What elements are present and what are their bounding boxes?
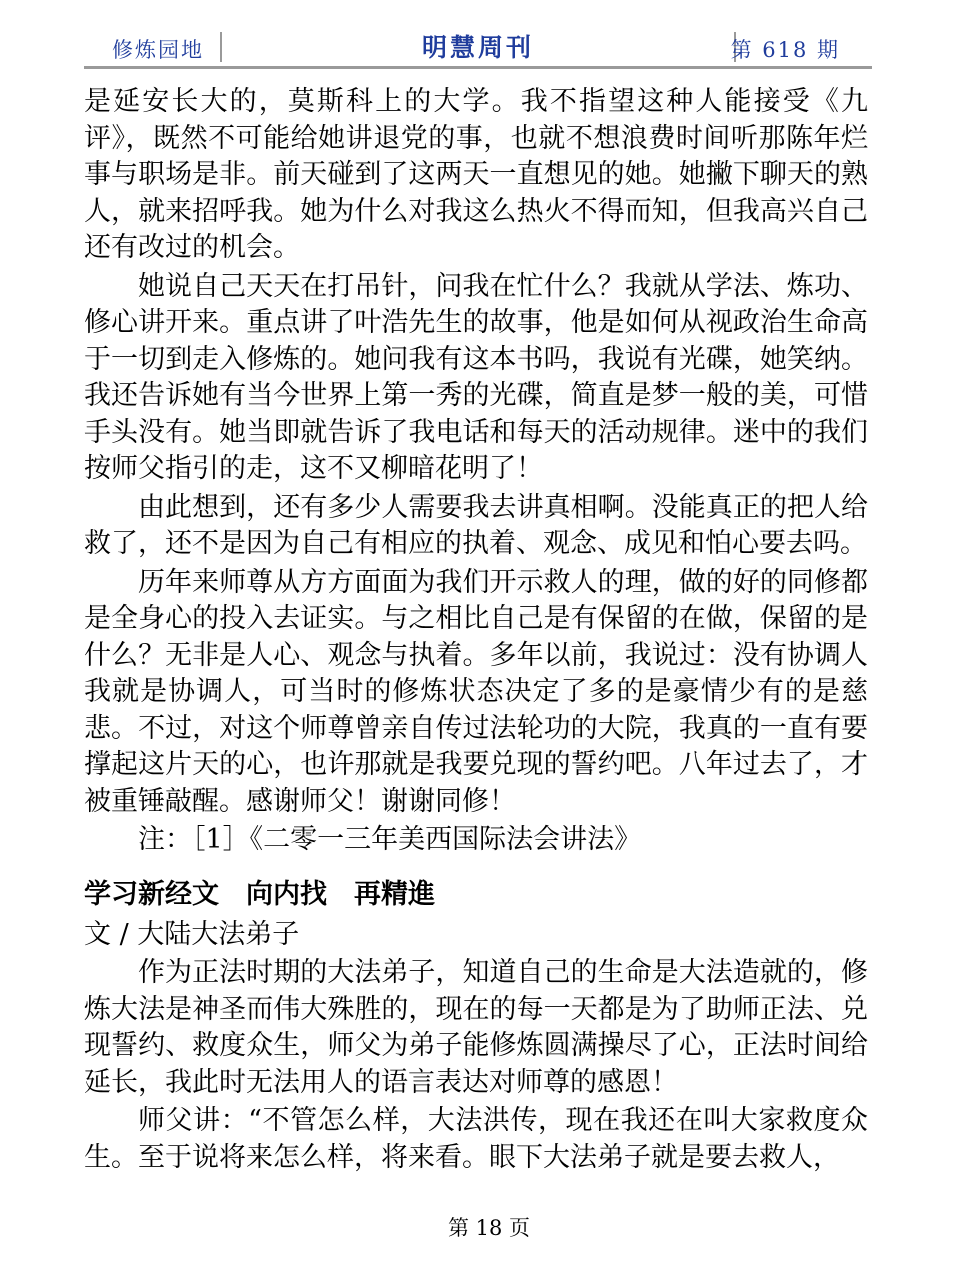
article1-paragraph: 历年来师尊从方方面面为我们开示救人的理，做的好的同修都是全身心的投入去证实。与之相比自己是有保留的在做，保留的是什么？无非是人心、观念与执着。多年以前，我说过：没有协调人我就是协调人，可当时的修炼状态决定了多的是豪情少有的是慈悲。不过，对这个师尊曾亲自传过法轮功的大院，我真的一直有要撑起这片天的心，也许那就是我要兑现的誓约吧。八年过去了，才被重锤敲醒。感谢师父！谢谢同修！	[84, 566, 868, 817]
publication-title: 明慧周刊	[421, 33, 534, 62]
section-name: 修炼园地	[112, 38, 204, 62]
article1-paragraph: 是延安长大的，莫斯科上的大学。我不指望这种人能接受《九评》，既然不可能给她讲退党的事，也就不想浪费时间听那陈年烂事与职场是非。前天碰到了这两天一直想见的她。她撇下聊天的熟人，就来招呼我。她为什么对我这么热火不得而知，但我高兴自己还有改过的机会。	[84, 86, 868, 263]
article2-byline: 文 / 大陆大法弟子	[84, 918, 300, 950]
page-header	[84, 22, 872, 66]
header-rule	[84, 66, 872, 69]
page-body	[84, 84, 868, 1178]
article1-paragraph: 由此想到，还有多少人需要我去讲真相啊。没能真正的把人给救了，还不是因为自己有相应的执着、观念、成见和怕心要去吗。	[84, 491, 868, 559]
article2-title: 学习新经文 向内找 再精進	[84, 878, 435, 910]
article2-paragraph: 师父讲：“不管怎么样，大法洪传，现在我还在叫大家救度众生。至于说将来怎么样，将来看。眼下大法弟子就是要去救人，	[84, 1105, 868, 1173]
article1-paragraph: 她说自己天天在打吊针，问我在忙什么？我就从学法、炼功、修心讲开来。重点讲了叶浩先生的故事，他是如何从视政治生命高于一切到走入修炼的。她问我有这本书吗，我说有光碟，她笑纳。我还告诉她有当今世界上第一秀的光碟，简直是梦一般的美，可惜手头没有。她当即就告诉了我电话和每天的活动规律。迷中的我们按师父指引的走，这不又柳暗花明了！	[84, 270, 868, 484]
page-number: 第 18 页	[447, 1216, 531, 1240]
article2-paragraph: 作为正法时期的大法弟子，知道自己的生命是大法造就的，修炼大法是神圣而伟大殊胜的，现在的每一天都是为了助师正法、兑现誓约、救度众生，师父为弟子能修炼圆满操尽了心，正法时间给延长，我此时无法用人的语言表达对师尊的感恩！	[84, 957, 868, 1098]
issue-number: 第 618 期	[730, 38, 840, 62]
article1-note: 注：［1］《二零一三年美西国际法会讲法》	[138, 824, 642, 855]
